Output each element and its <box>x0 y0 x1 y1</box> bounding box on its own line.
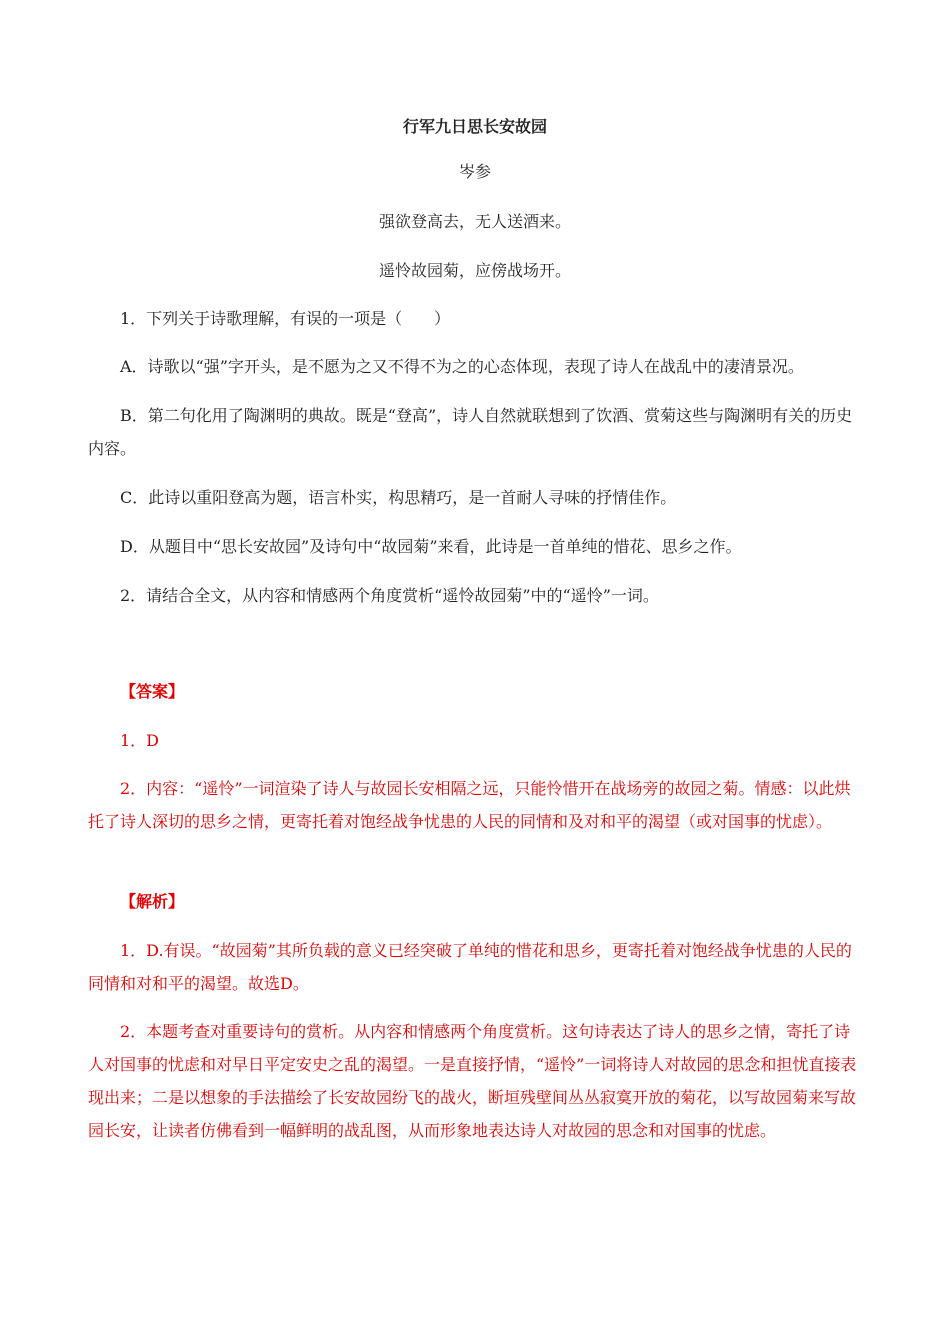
option-d: D．从题目中“思长安故园”及诗句中“故园菊”来看，此诗是一首单纯的惜花、思乡之作。 <box>120 537 742 556</box>
answer-heading: 【答案】 <box>120 682 185 701</box>
analysis-1: 1．D.有误。“故园菊”其所负载的意义已经突破了单纯的惜花和思乡，更寄托着对饱经战争忧患的人民的同情和对和平的渴望。故选D。 <box>88 941 852 993</box>
option-b: B．第二句化用了陶渊明的典故。既是“登高”，诗人自然就联想到了饮酒、赏菊这些与陶渊明有关的历史内容。 <box>88 406 853 458</box>
poem-line-2: 遥怜故园菊，应傍战场开。 <box>378 261 571 280</box>
question-2: 2．请结合全文，从内容和情感两个角度赏析“遥怜故园菊”中的“遥怜”一词。 <box>120 586 659 605</box>
poem-line-1: 强欲登高去，无人送酒来。 <box>378 212 571 231</box>
question-1: 1．下列关于诗歌理解，有误的一项是（ ） <box>120 309 451 328</box>
analysis-2: 2．本题考查对重要诗句的赏析。从内容和情感两个角度赏析。这句诗表达了诗人的思乡之情，寄托了诗人对国事的忧虑和对早日平定安史之乱的渴望。一是直接抒情，“遥怜”一词将诗人对故园的思念和担忧直接表现出来；二是以想象的手法描绘了长安故园纷飞的战火，断垣残壁间丛丛寂寞开放的菊花，以写故园菊来写故园长安，让读者仿佛看到一幅鲜明的战乱图，从而形象地表达诗人对故园的思念和对国事的忧虑。 <box>88 1022 857 1140</box>
poem-title: 行军九日思长安故园 <box>402 117 547 136</box>
answer-2: 2．内容：“遥怜”一词渲染了诗人与故园长安相隔之远，只能怜惜开在战场旁的故园之菊。情感：以此烘托了诗人深切的思乡之情，更寄托着对饱经战争忧患的人民的同情和及对和平的渴望（或对国事的忧虑）。 <box>88 779 851 831</box>
option-c: C．此诗以重阳登高为题，语言朴实，构思精巧，是一首耐人寻味的抒情佳作。 <box>120 488 677 507</box>
analysis-heading: 【解析】 <box>120 892 185 911</box>
answer-1: 1．D <box>120 731 160 750</box>
option-a: A．诗歌以“强”字开头，是不愿为之又不得不为之的心态体现，表现了诗人在战乱中的凄清景况。 <box>120 357 804 376</box>
poem-author: 岑参 <box>458 162 491 181</box>
